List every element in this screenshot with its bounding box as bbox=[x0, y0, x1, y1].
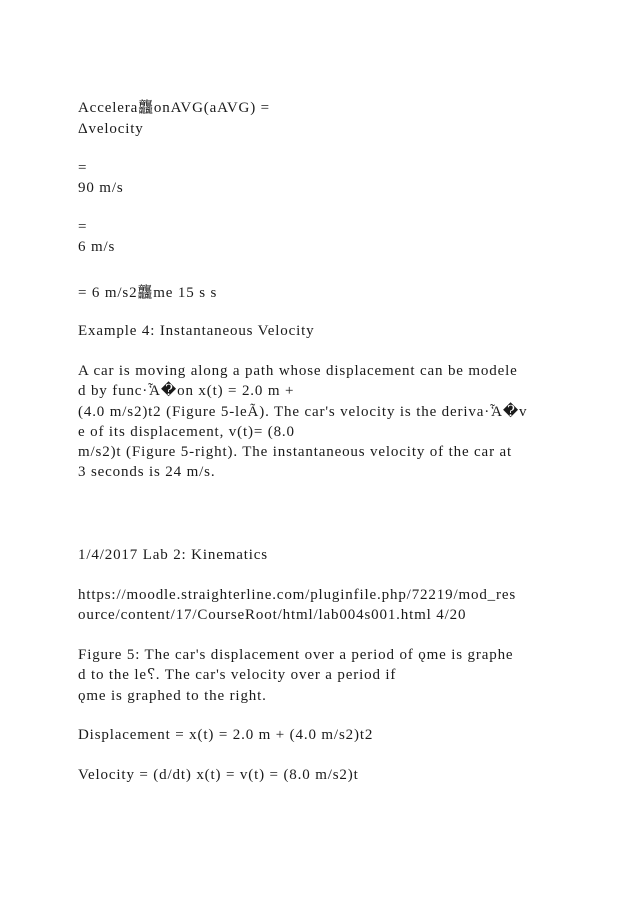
paragraph-line-3: (4.0 m/s2)t2 (Figure 5-leÃ). The car's velocity is the deriva·Ἇ�v bbox=[78, 404, 528, 420]
acceleration-formula-line: Accelera龘onAVG(aAVG) = bbox=[78, 100, 270, 116]
example-heading: Example 4: Instantaneous Velocity bbox=[78, 323, 315, 339]
equals-line-2: = bbox=[78, 219, 88, 235]
figure-caption-line-3: ǫme is graphed to the right. bbox=[78, 688, 267, 704]
url-line-2: ource/content/17/CourseRoot/html/lab004s001.html 4/20 bbox=[78, 607, 467, 623]
paragraph-line-1: A car is moving along a path whose displacement can be modele bbox=[78, 363, 518, 379]
time-value-line: 6 m/s bbox=[78, 239, 116, 255]
paragraph-line-6: 3 seconds is 24 m/s. bbox=[78, 464, 216, 480]
page-header-date-title: 1/4/2017 Lab 2: Kinematics bbox=[78, 547, 268, 563]
displacement-equation: Displacement = x(t) = 2.0 m + (4.0 m/s2)t2 bbox=[78, 727, 374, 743]
url-line-1: https://moodle.straighterline.com/pluginfile.php/72219/mod_res bbox=[78, 587, 517, 603]
velocity-value-line: 90 m/s bbox=[78, 180, 124, 196]
paragraph-line-2: d by func·Ἇ�on x(t) = 2.0 m + bbox=[78, 383, 295, 399]
figure-caption-line-2: d to the le⸮. The car's velocity over a period if bbox=[78, 667, 397, 683]
delta-velocity-line: Δvelocity bbox=[78, 121, 144, 137]
velocity-equation: Velocity = (d/dt) x(t) = v(t) = (8.0 m/s2)t bbox=[78, 767, 359, 783]
paragraph-line-4: e of its displacement, v(t)= (8.0 bbox=[78, 424, 295, 440]
acceleration-result-line: = 6 m/s2龘me 15 s s bbox=[78, 285, 218, 301]
figure-caption-line-1: Figure 5: The car's displacement over a period of ǫme is graphe bbox=[78, 647, 514, 663]
paragraph-line-5: m/s2)t (Figure 5-right). The instantaneous velocity of the car at bbox=[78, 444, 513, 460]
equals-line-1: = bbox=[78, 160, 88, 176]
